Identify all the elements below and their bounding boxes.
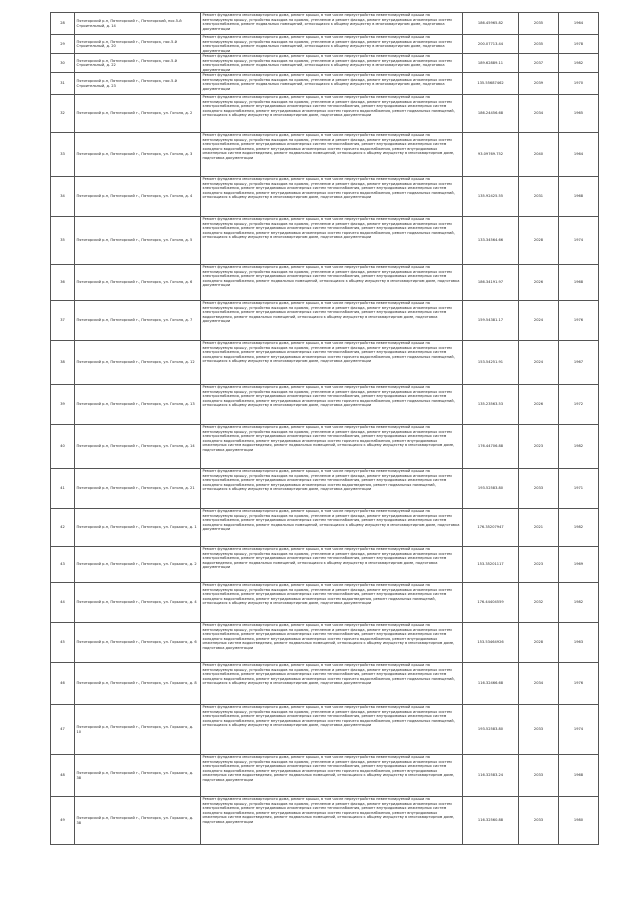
planned-year-cell: 2033 [519, 755, 559, 797]
row-number: 33 [51, 133, 75, 177]
table-row [51, 13, 599, 35]
work-description-cell: Ремонт фундамента многоквартирного дома, ремонт крыши, в том числе переустройство невентилируемой крыши на вентилируемую крышу, устройство выходов на кровлю, утепление и ремонт фасада, ремонт внутридомовых инженерных систем электроснабжения, ремонт внутридомовых инженерных систем теплоснабжения, ремонт внутридомовых инженерных систем холодного водоснабжения, ремонт внутридомовых инженерных систем горячего водоснабжения, ремонт внутридомовых инженерных систем водоотведения, ремонт подвальных помещений, относящихся к общему имуществу в многоквартирном доме, подготовка документации [201, 623, 463, 663]
table-row [51, 385, 599, 425]
built-year-cell: 1974 [559, 217, 599, 265]
cost-cell: 135.92425.55 [463, 177, 519, 217]
built-year-cell: 1970 [559, 73, 599, 95]
address-cell: Пятигорский р-н, Пятигорский г., Пятигорск, пос.5-й Строительный, д. 22 [75, 54, 201, 73]
built-year-cell: 1972 [559, 385, 599, 425]
cost-cell: 200.07713.44 [463, 35, 519, 54]
address-cell: Пятигорский р-н, Пятигорский г., Пятигорск, ул. Горького, д. 38 [75, 797, 201, 845]
table-row [51, 177, 599, 217]
table-row [51, 425, 599, 469]
cost-cell: 153.35201117 [463, 547, 519, 583]
built-year-cell: 1976 [559, 663, 599, 705]
work-description-cell: Ремонт фундамента многоквартирного дома, ремонт крыши, в том числе переустройство невентилируемой крыши на вентилируемую крышу, устройство выходов на кровлю, утепление и ремонт фасада, ремонт внутридомовых инженерных систем электроснабжения, ремонт подвальных помещений, относящихся к общему имуществу в многоквартирном доме, подготовка документации [201, 54, 463, 73]
table-row [51, 133, 599, 177]
table-row [51, 623, 599, 663]
planned-year-cell: 2035 [519, 13, 559, 35]
planned-year-cell: 2031 [519, 177, 559, 217]
row-number: 34 [51, 177, 75, 217]
row-number: 38 [51, 341, 75, 385]
address-cell: Пятигорский р-н, Пятигорский г., Пятигорск, ул. Гоголя, д. 7 [75, 301, 201, 341]
row-number: 42 [51, 509, 75, 547]
cost-cell: 116.32583.24 [463, 755, 519, 797]
work-description-cell: Ремонт фундамента многоквартирного дома, ремонт крыши, в том числе переустройство невентилируемой крыши на вентилируемую крышу, устройство выходов на кровлю, утепление и ремонт фасада, ремонт внутридомовых инженерных систем электроснабжения, ремонт внутридомовых инженерных систем теплоснабжения, ремонт внутридомовых инженерных систем холодного водоснабжения, ремонт внутридомовых инженерных систем горячего водоснабжения, ремонт внутридомовых инженерных систем водоотведения, ремонт подвальных помещений, относящихся к общему имуществу в многоквартирном доме, подготовка документации [201, 755, 463, 797]
row-number: 30 [51, 54, 75, 73]
address-cell: Пятигорский р-н, Пятигорский г., Пятигорск, ул. Гоголя, д. 21 [75, 469, 201, 509]
address-cell: Пятигорский р-н, Пятигорский г., Пятигорск, ул. Гоголя, д. 13 [75, 385, 201, 425]
cost-cell: 116.32560.88 [463, 797, 519, 845]
work-description-cell: Ремонт фундамента многоквартирного дома, ремонт крыши, в том числе переустройство невентилируемой крыши на вентилируемую крышу, устройство выходов на кровлю, утепление и ремонт фасада, ремонт внутридомовых инженерных систем электроснабжения, ремонт подвальных помещений, относящихся к общему имуществу в многоквартирном доме, подготовка документации [201, 13, 463, 35]
planned-year-cell: 2032 [519, 583, 559, 623]
row-number: 36 [51, 265, 75, 301]
table-row [51, 301, 599, 341]
address-cell: Пятигорский р-н, Пятигорский г., Пятигорск, ул. Гоголя, д. 2 [75, 95, 201, 133]
built-year-cell: 1968 [559, 177, 599, 217]
cost-cell: 116.32466.68 [463, 663, 519, 705]
planned-year-cell: 2026 [519, 265, 559, 301]
work-description-cell: Ремонт фундамента многоквартирного дома, ремонт крыши, в том числе переустройство невентилируемой крыши на вентилируемую крышу, устройство выходов на кровлю, утепление и ремонт фасада, ремонт внутридомовых инженерных систем электроснабжения, ремонт внутридомовых инженерных систем теплоснабжения, ремонт внутридомовых инженерных систем холодного водоснабжения, ремонт внутридомовых инженерных систем горячего водоснабжения, ремонт внутридомовых инженерных систем водоотведения, ремонт подвальных помещений, относящихся к общему имуществу в многоквартирном доме, подготовка документации [201, 425, 463, 469]
address-cell: Пятигорский р-н, Пятигорский г., Пятигорск, ул. Горького, д. 1 [75, 509, 201, 547]
row-number: 35 [51, 217, 75, 265]
row-number: 49 [51, 797, 75, 845]
planned-year-cell: 2028 [519, 217, 559, 265]
table-row [51, 217, 599, 265]
address-cell: Пятигорский р-н, Пятигорский г., Пятигорск, ул. Горького, д. 6 [75, 623, 201, 663]
built-year-cell: 1963 [559, 623, 599, 663]
table-row [51, 663, 599, 705]
row-number: 43 [51, 547, 75, 583]
address-cell: Пятигорский р-н, Пятигорский г., Пятигорск, ул. Гоголя, д. 14 [75, 425, 201, 469]
cost-cell: 153.53464926 [463, 623, 519, 663]
row-number: 41 [51, 469, 75, 509]
cost-cell: 135.55687462 [463, 73, 519, 95]
built-year-cell: 1982 [559, 583, 599, 623]
built-year-cell: 1982 [559, 509, 599, 547]
table-row [51, 341, 599, 385]
cost-cell: 176.44404559 [463, 583, 519, 623]
table-row [51, 54, 599, 73]
built-year-cell: 1964 [559, 13, 599, 35]
cost-cell: 135.23563.53 [463, 385, 519, 425]
work-description-cell: Ремонт фундамента многоквартирного дома, ремонт крыши, в том числе переустройство невентилируемой крыши на вентилируемую крышу, устройство выходов на кровлю, утепление и ремонт фасада, ремонт внутридомовых инженерных систем электроснабжения, ремонт внутридомовых инженерных систем теплоснабжения, ремонт внутридомовых инженерных систем холодного водоснабжения, ремонт подвальных помещений, относящихся к общему имуществу в многоквартирном доме, подготовка документации [201, 509, 463, 547]
row-number: 39 [51, 385, 75, 425]
cost-cell: 176.44706.88 [463, 425, 519, 469]
planned-year-cell: 2033 [519, 469, 559, 509]
work-description-cell: Ремонт фундамента многоквартирного дома, ремонт крыши, в том числе переустройство невентилируемой крыши на вентилируемую крышу, устройство выходов на кровлю, утепление и ремонт фасада, ремонт внутридомовых инженерных систем электроснабжения, ремонт подвальных помещений, относящихся к общему имуществу в многоквартирном доме, подготовка документации [201, 73, 463, 95]
planned-year-cell: 2034 [519, 95, 559, 133]
work-description-cell: Ремонт фундамента многоквартирного дома, ремонт крыши, в том числе переустройство невентилируемой крыши на вентилируемую крышу, устройство выходов на кровлю, утепление и ремонт фасада, ремонт внутридомовых инженерных систем электроснабжения, ремонт внутридомовых инженерных систем теплоснабжения, ремонт внутридомовых инженерных систем холодного водоснабжения, ремонт внутридомовых инженерных систем водоотведения, ремонт подвальных помещений, относящихся к общему имуществу в многоквартирном доме, подготовка документации [201, 583, 463, 623]
built-year-cell: 1965 [559, 95, 599, 133]
built-year-cell: 1980 [559, 797, 599, 845]
work-description-cell: Ремонт фундамента многоквартирного дома, ремонт крыши, в том числе переустройство невентилируемой крыши на вентилируемую крышу, устройство выходов на кровлю, утепление и ремонт фасада, ремонт внутридомовых инженерных систем электроснабжения, ремонт внутридомовых инженерных систем теплоснабжения, ремонт внутридомовых инженерных систем холодного водоснабжения, ремонт внутридомовых инженерных систем горячего водоснабжения, ремонт подвальных помещений, относящихся к общему имуществу в многоквартирном доме, подготовка документации [201, 385, 463, 425]
planned-year-cell: 2039 [519, 73, 559, 95]
address-cell: Пятигорский р-н, Пятигорский г., Пятигорск, пос.5-й Строительный, д. 20 [75, 35, 201, 54]
work-description-cell: Ремонт фундамента многоквартирного дома, ремонт крыши, в том числе переустройство невентилируемой крыши на вентилируемую крышу, устройство выходов на кровлю, утепление и ремонт фасада, ремонт внутридомовых инженерных систем электроснабжения, ремонт подвальных помещений, относящихся к общему имуществу в многоквартирном доме, подготовка документации [201, 35, 463, 54]
work-description-cell: Ремонт фундамента многоквартирного дома, ремонт крыши, в том числе переустройство невентилируемой крыши на вентилируемую крышу, устройство выходов на кровлю, утепление и ремонт фасада, ремонт внутридомовых инженерных систем электроснабжения, ремонт внутридомовых инженерных систем теплоснабжения, ремонт внутридомовых инженерных систем холодного водоснабжения, ремонт внутридомовых инженерных систем горячего водоснабжения, ремонт подвальных помещений, относящихся к общему имуществу в многоквартирном доме, подготовка документации [201, 663, 463, 705]
cost-cell: 159.54381.17 [463, 301, 519, 341]
planned-year-cell: 2023 [519, 547, 559, 583]
built-year-cell: 1964 [559, 133, 599, 177]
address-cell: Пятигорский р-н, Пятигорский г., Пятигорск, ул. Горького, д. 4 [75, 583, 201, 623]
address-cell: Пятигорский р-н, Пятигорский г., Пятигорск, ул. Горького, д. 38 [75, 755, 201, 797]
cost-cell: 176.35207947 [463, 509, 519, 547]
planned-year-cell: 2028 [519, 623, 559, 663]
row-number: 48 [51, 755, 75, 797]
planned-year-cell: 2033 [519, 705, 559, 755]
row-number: 32 [51, 95, 75, 133]
planned-year-cell: 2037 [519, 54, 559, 73]
row-number: 37 [51, 301, 75, 341]
table-body [51, 13, 599, 845]
planned-year-cell: 2021 [519, 509, 559, 547]
address-cell: Пятигорский р-н, Пятигорский г., Пятигорск, ул. Гоголя, д. 4 [75, 177, 201, 217]
table-row [51, 35, 599, 54]
built-year-cell: 1971 [559, 469, 599, 509]
table-row [51, 469, 599, 509]
cost-cell: 189.62889.11 [463, 54, 519, 73]
planned-year-cell: 2026 [519, 385, 559, 425]
address-cell: Пятигорский р-н, Пятигорский г., Пятигорск, пос.5-й Строительный, д. 23 [75, 73, 201, 95]
built-year-cell: 1969 [559, 547, 599, 583]
table-row [51, 755, 599, 797]
table-row [51, 509, 599, 547]
address-cell: Пятигорский р-н, Пятигорский г., Пятигорск, ул. Гоголя, д. 12 [75, 341, 201, 385]
planned-year-cell: 2040 [519, 133, 559, 177]
document-page [50, 12, 598, 845]
planned-year-cell: 2024 [519, 341, 559, 385]
planned-year-cell: 2033 [519, 797, 559, 845]
cost-cell: 93.09769.752 [463, 133, 519, 177]
work-description-cell: Ремонт фундамента многоквартирного дома, ремонт крыши, в том числе переустройство невентилируемой крыши на вентилируемую крышу, устройство выходов на кровлю, утепление и ремонт фасада, ремонт внутридомовых инженерных систем электроснабжения, ремонт внутридомовых инженерных систем теплоснабжения, ремонт внутридомовых инженерных систем холодного водоснабжения, ремонт внутридомовых инженерных систем горячего водоснабжения, ремонт внутридомовых инженерных систем водоотведения, ремонт подвальных помещений, относящихся к общему имуществу в многоквартирном доме, подготовка документации [201, 797, 463, 845]
row-number: 31 [51, 73, 75, 95]
built-year-cell: 1967 [559, 341, 599, 385]
built-year-cell: 1968 [559, 265, 599, 301]
row-number: 45 [51, 623, 75, 663]
built-year-cell: 1968 [559, 755, 599, 797]
table-row [51, 547, 599, 583]
work-description-cell: Ремонт фундамента многоквартирного дома, ремонт крыши, в том числе переустройство невентилируемой крыши на вентилируемую крышу, устройство выходов на кровлю, утепление и ремонт фасада, ремонт внутридомовых инженерных систем электроснабжения, ремонт внутридомовых инженерных систем теплоснабжения, ремонт внутридомовых инженерных систем холодного водоснабжения, ремонт внутридомовых инженерных систем горячего водоснабжения, ремонт подвальных помещений, относящихся к общему имуществу в многоквартирном доме, подготовка документации [201, 95, 463, 133]
planned-year-cell: 2024 [519, 301, 559, 341]
planned-year-cell: 2035 [519, 35, 559, 54]
row-number: 28 [51, 13, 75, 35]
row-number: 47 [51, 705, 75, 755]
work-description-cell: Ремонт фундамента многоквартирного дома, ремонт крыши, в том числе переустройство невентилируемой крыши на вентилируемую крышу, устройство выходов на кровлю, утепление и ремонт фасада, ремонт внутридомовых инженерных систем электроснабжения, ремонт внутридомовых инженерных систем теплоснабжения, ремонт внутридомовых инженерных систем холодного водоснабжения, ремонт внутридомовых инженерных систем горячего водоснабжения, ремонт подвальных помещений, относящихся к общему имуществу в многоквартирном доме, подготовка документации [201, 217, 463, 265]
address-cell: Пятигорский р-н, Пятигорский г., Пятигорск, ул. Гоголя, д. 3 [75, 133, 201, 177]
work-description-cell: Ремонт фундамента многоквартирного дома, ремонт крыши, в том числе переустройство невентилируемой крыши на вентилируемую крышу, устройство выходов на кровлю, утепление и ремонт фасада, ремонт внутридомовых инженерных систем электроснабжения, ремонт внутридомовых инженерных систем теплоснабжения, ремонт внутридомовых инженерных систем холодного водоснабжения, ремонт внутридомовых инженерных систем горячего водоснабжения, ремонт внутридомовых инженерных систем водоотведения, ремонт подвальных помещений, относящихся к общему имуществу в многоквартирном доме, подготовка документации [201, 133, 463, 177]
table-row [51, 95, 599, 133]
address-cell: Пятигорский р-н, Пятигорский г., Пятигорск, ул. Горького, д. 2 [75, 547, 201, 583]
built-year-cell: 1982 [559, 425, 599, 469]
work-description-cell: Ремонт фундамента многоквартирного дома, ремонт крыши, в том числе переустройство невентилируемой крыши на вентилируемую крышу, устройство выходов на кровлю, утепление и ремонт фасада, ремонт внутридомовых инженерных систем электроснабжения, ремонт внутридомовых инженерных систем теплоснабжения, ремонт внутридомовых инженерных систем холодного водоснабжения, ремонт внутридомовых инженерных систем горячего водоснабжения, ремонт подвальных помещений, относящихся к общему имуществу в многоквартирном доме, подготовка документации [201, 705, 463, 755]
address-cell: Пятигорский р-н, Пятигорский г., Пятигорск, ул. Гоголя, д. 6 [75, 265, 201, 301]
built-year-cell: 1982 [559, 54, 599, 73]
cost-cell: 153.54251.91 [463, 341, 519, 385]
cost-cell: 133.34564.66 [463, 217, 519, 265]
row-number: 40 [51, 425, 75, 469]
cost-cell: 186.34191.97 [463, 265, 519, 301]
row-number: 46 [51, 663, 75, 705]
table-row [51, 583, 599, 623]
row-number: 44 [51, 583, 75, 623]
address-cell: Пятигорский р-н, Пятигорский г., Пятигорск, ул. Горького, д. 8 [75, 663, 201, 705]
cost-cell: 186.45965.82 [463, 13, 519, 35]
built-year-cell: 1974 [559, 705, 599, 755]
built-year-cell: 1976 [559, 301, 599, 341]
repair-plan-table [50, 12, 599, 845]
built-year-cell: 1978 [559, 35, 599, 54]
table-row [51, 705, 599, 755]
planned-year-cell: 2023 [519, 425, 559, 469]
work-description-cell: Ремонт фундамента многоквартирного дома, ремонт крыши, в том числе переустройство невентилируемой крыши на вентилируемую крышу, устройство выходов на кровлю, утепление и ремонт фасада, ремонт внутридомовых инженерных систем электроснабжения, ремонт внутридомовых инженерных систем теплоснабжения, ремонт внутридомовых инженерных систем холодного водоснабжения, ремонт внутридомовых инженерных систем водоотведения, ремонт подвальных помещений, относящихся к общему имуществу в многоквартирном доме, подготовка документации [201, 469, 463, 509]
work-description-cell: Ремонт фундамента многоквартирного дома, ремонт крыши, в том числе переустройство невентилируемой крыши на вентилируемую крышу, устройство выходов на кровлю, утепление и ремонт фасада, ремонт внутридомовых инженерных систем электроснабжения, ремонт внутридомовых инженерных систем теплоснабжения, ремонт внутридомовых инженерных систем холодного водоснабжения, ремонт внутридомовых инженерных систем горячего водоснабжения, ремонт подвальных помещений, относящихся к общему имуществу в многоквартирном доме, подготовка документации [201, 177, 463, 217]
address-cell: Пятигорский р-н, Пятигорский г., Пятигорск, ул. Горького, д. 10 [75, 705, 201, 755]
table-row [51, 73, 599, 95]
work-description-cell: Ремонт фундамента многоквартирного дома, ремонт крыши, в том числе переустройство невентилируемой крыши на вентилируемую крышу, устройство выходов на кровлю, утепление и ремонт фасада, ремонт внутридомовых инженерных систем электроснабжения, ремонт внутридомовых инженерных систем теплоснабжения, ремонт внутридомовых инженерных систем водоотведения, ремонт подвальных помещений, относящихся к общему имуществу в многоквартирном доме, подготовка документации [201, 301, 463, 341]
address-cell: Пятигорский р-н, Пятигорский г., Пятигорск, ул. Гоголя, д. 5 [75, 217, 201, 265]
row-number: 29 [51, 35, 75, 54]
work-description-cell: Ремонт фундамента многоквартирного дома, ремонт крыши, в том числе переустройство невентилируемой крыши на вентилируемую крышу, устройство выходов на кровлю, утепление и ремонт фасада, ремонт внутридомовых инженерных систем электроснабжения, ремонт внутридомовых инженерных систем теплоснабжения, ремонт внутридомовых инженерных систем холодного водоснабжения, ремонт внутридомовых инженерных систем горячего водоснабжения, ремонт подвальных помещений, относящихся к общему имуществу в многоквартирном доме, подготовка документации [201, 341, 463, 385]
cost-cell: 186.24456.68 [463, 95, 519, 133]
work-description-cell: Ремонт фундамента многоквартирного дома, ремонт крыши, в том числе переустройство невентилируемой крыши на вентилируемую крышу, устройство выходов на кровлю, утепление и ремонт фасада, ремонт внутридомовых инженерных систем электроснабжения, ремонт внутридомовых инженерных систем теплоснабжения, ремонт внутридомовых инженерных систем холодного водоснабжения, ремонт подвальных помещений, относящихся к общему имуществу в многоквартирном доме, подготовка документации [201, 265, 463, 301]
cost-cell: 193.52583.80 [463, 705, 519, 755]
work-description-cell: Ремонт фундамента многоквартирного дома, ремонт крыши, в том числе переустройство невентилируемой крыши на вентилируемую крышу, устройство выходов на кровлю, утепление и ремонт фасада, ремонт внутридомовых инженерных систем электроснабжения, ремонт внутридомовых инженерных систем теплоснабжения, ремонт внутридомовых инженерных систем водоотведения, ремонт подвальных помещений, относящихся к общему имуществу в многоквартирном доме, подготовка документации [201, 547, 463, 583]
table-row [51, 797, 599, 845]
address-cell: Пятигорский р-н, Пятигорский г., Пятигорский, пос.5-й Строительный, д. 14 [75, 13, 201, 35]
planned-year-cell: 2034 [519, 663, 559, 705]
table-row [51, 265, 599, 301]
cost-cell: 193.52583.80 [463, 469, 519, 509]
